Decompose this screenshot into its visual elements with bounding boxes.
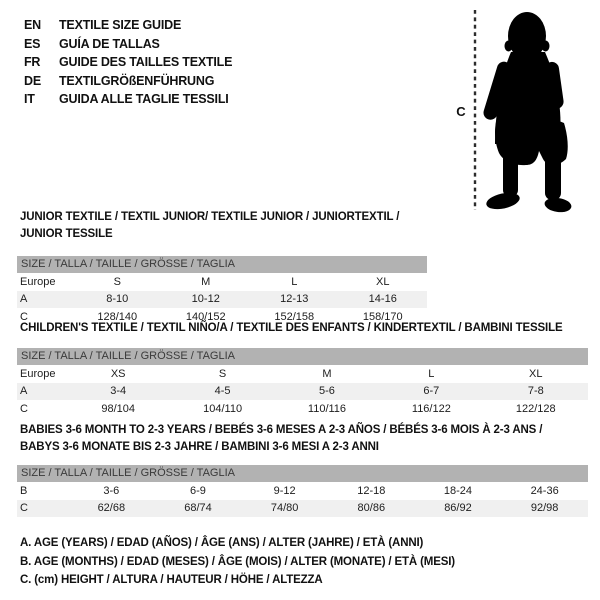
cell-value: 12-18	[357, 484, 386, 497]
size-header-bar: SIZE / TALLA / TAILLE / GRÖSSE / TAGLIA	[17, 256, 427, 273]
cell-value: 10-12	[162, 291, 251, 309]
language-title: GUÍA DE TALLAS	[59, 36, 160, 51]
size-table-junior	[17, 209, 427, 326]
table-row-c	[17, 500, 588, 518]
cell-value: 6-9	[190, 484, 206, 497]
cell-value: XS	[110, 367, 126, 380]
cell-value: 86/92	[415, 500, 502, 518]
height-measure-label: C	[456, 104, 466, 119]
cell-value: 12-13	[250, 291, 339, 309]
cell-value: 3-6	[103, 484, 120, 497]
language-code: IT	[24, 92, 35, 107]
row-label: C	[17, 500, 68, 518]
language-row-de	[24, 72, 232, 91]
size-table	[17, 273, 427, 326]
language-title-list	[24, 16, 232, 109]
language-row-fr	[24, 53, 232, 72]
size-header-bar: SIZE / TALLA / TAILLE / GRÖSSE / TAGLIA	[17, 465, 588, 482]
cell-value: 7-8	[484, 383, 588, 401]
table-row-europe	[17, 365, 588, 383]
footnote-c: C. (cm) HEIGHT / ALTURA / HAUTEUR / HÖHE / ALTEZZA	[20, 574, 323, 587]
cell-value: S	[218, 367, 227, 380]
row-label: Europe	[20, 275, 56, 288]
language-title: GUIDA ALLE TAGLIE TESSILI	[59, 92, 229, 107]
row-label: Europe	[20, 367, 56, 380]
cell-value: M	[201, 275, 211, 288]
size-header-bar: SIZE / TALLA / TAILLE / GRÖSSE / TAGLIA	[17, 348, 588, 365]
cell-value: 4-5	[170, 383, 274, 401]
cell-value: 122/128	[515, 402, 556, 415]
size-table-children	[17, 320, 588, 418]
cell-value: 62/68	[68, 500, 155, 518]
cell-value: 158/170	[362, 310, 403, 323]
toddler-silhouette-icon	[482, 12, 573, 214]
language-code: ES	[24, 36, 41, 51]
footnote-b: B. AGE (MONTHS) / EDAD (MESES) / ÂGE (MOIS) / ALTER (MONATE) / ETÀ (MESI)	[20, 555, 455, 568]
row-label: A	[17, 291, 73, 309]
measure-footnotes	[20, 534, 455, 590]
cell-value: 5-6	[275, 383, 379, 401]
language-title: TEXTILGRÖßENFÜHRUNG	[59, 73, 215, 88]
footnote-a: A. AGE (YEARS) / EDAD (AÑOS) / ÂGE (ANS) / ALTER (JAHRE) / ETÀ (ANNI)	[20, 537, 424, 549]
cell-value: 74/80	[241, 500, 328, 518]
toddler-silhouette-graphic	[448, 4, 593, 214]
cell-value: 152/158	[274, 310, 315, 323]
cell-value: L	[291, 275, 298, 288]
cell-value: 80/86	[328, 500, 415, 518]
row-label: C	[20, 310, 28, 323]
language-title: TEXTILE SIZE GUIDE	[59, 18, 182, 32]
row-label: C	[20, 402, 28, 415]
cell-value: 24-36	[530, 484, 559, 497]
toddler-figure	[448, 4, 593, 214]
language-code: FR	[24, 55, 41, 70]
language-code: EN	[24, 18, 41, 32]
cell-value: 140/152	[185, 310, 226, 323]
cell-value: 68/74	[155, 500, 242, 518]
language-row-it	[24, 90, 232, 109]
table-title: CHILDREN'S TEXTILE / TEXTIL NIÑO/A / TEXTILE DES ENFANTS / KINDERTEXTIL / BAMBINI TESSILE	[20, 322, 563, 334]
cell-value: 3-4	[66, 383, 170, 401]
cell-value: L	[428, 367, 435, 380]
size-table	[17, 365, 588, 418]
cell-value: 8-10	[73, 291, 162, 309]
table-row-b	[17, 482, 588, 500]
language-row-en	[24, 16, 232, 35]
cell-value: 14-16	[339, 291, 428, 309]
table-row-a	[17, 383, 588, 401]
cell-value: 18-24	[443, 484, 473, 497]
row-label: A	[17, 383, 66, 401]
size-table-babies	[17, 422, 588, 517]
cell-value: 92/98	[501, 500, 588, 518]
cell-value: 9-12	[273, 484, 296, 497]
cell-value: 104/110	[203, 402, 243, 415]
cell-value: 128/140	[97, 310, 138, 323]
table-title: BABIES 3-6 MONTH TO 2-3 YEARS / BEBÉS 3-6 MESES A 2-3 AÑOS / BÉBÉS 3-6 MOIS À 2-3 ANS / BABYS 3-6 MONATE BIS 2-3 JAHRE / BAMBINI 3-6 MESI A 2-3 ANNI	[20, 424, 543, 453]
cell-value: 98/104	[101, 402, 136, 415]
cell-value: S	[113, 275, 121, 288]
table-row-a	[17, 291, 427, 309]
cell-value: 116/122	[411, 402, 451, 415]
table-row-europe	[17, 273, 427, 291]
cell-value: XL	[376, 275, 390, 288]
cell-value: 110/116	[307, 402, 347, 415]
size-table	[17, 482, 588, 517]
cell-value: M	[322, 367, 332, 380]
table-row-c	[17, 400, 588, 418]
cell-value: 6-7	[379, 383, 483, 401]
language-row-es	[24, 35, 232, 54]
table-title: JUNIOR TEXTILE / TEXTIL JUNIOR/ TEXTILE JUNIOR / JUNIORTEXTIL / JUNIOR TESSILE	[20, 211, 400, 240]
row-label: B	[20, 484, 28, 497]
language-title: GUIDE DES TAILLES TEXTILE	[59, 55, 233, 70]
language-code: DE	[24, 73, 41, 88]
cell-value: XL	[529, 367, 543, 380]
